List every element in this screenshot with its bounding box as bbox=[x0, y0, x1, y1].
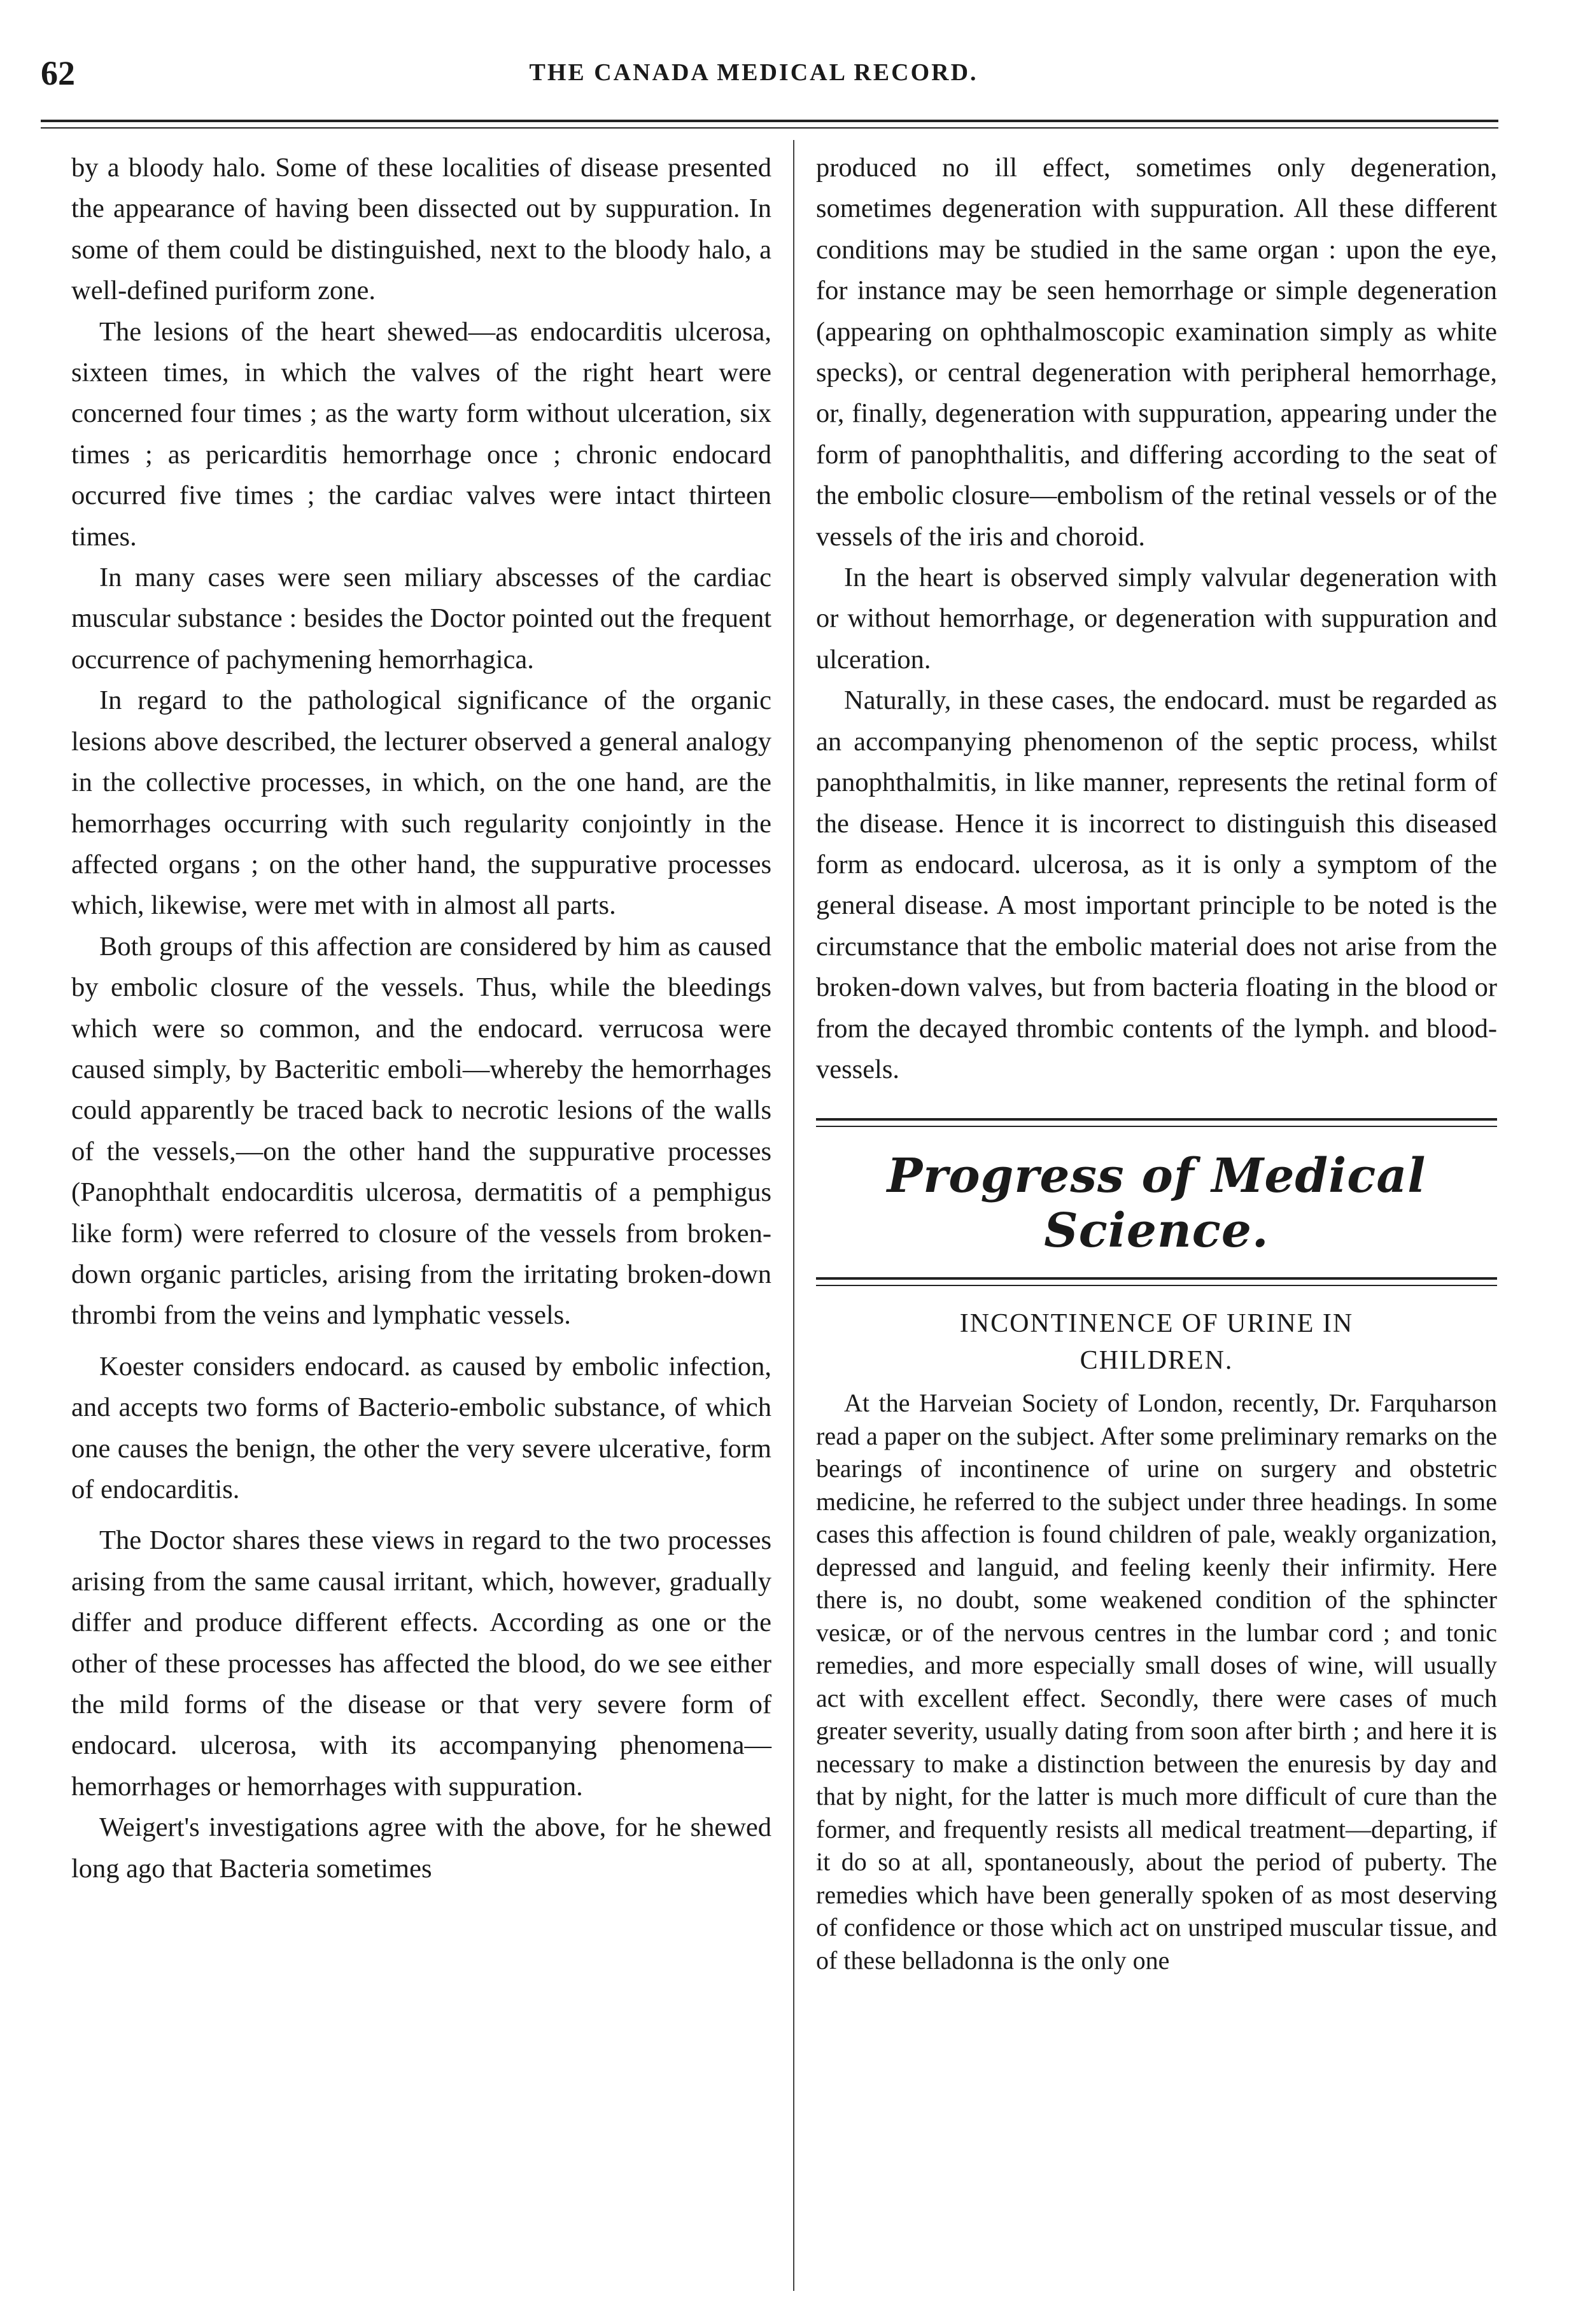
paragraph: In the heart is observed simply valvular degeneration with or without hemorrhage, or degeneration with suppuration and ulceration. bbox=[816, 563, 1497, 675]
column-divider bbox=[793, 140, 794, 2291]
paragraph: by a bloody halo. Some of these localities of disease presented the appearance of having been dissected out by suppuration. In some of them could be distinguished, next to the bloody halo, a well-defined puriform zone. bbox=[71, 153, 771, 306]
section-heading: Progress of Medical Science. bbox=[887, 1149, 1426, 1259]
paragraph: Weigert's investigations agree with the above, for he shewed long ago that Bacteria sometimes bbox=[71, 1812, 771, 1884]
paragraph: In many cases were seen miliary abscesses of the cardiac muscular substance : besides the Doctor pointed out the frequent occurrence of pachymening hemorrhagica. bbox=[71, 563, 771, 675]
left-column bbox=[71, 148, 771, 1889]
article-title-line2: CHILDREN. bbox=[1080, 1346, 1234, 1376]
paragraph: Naturally, in these cases, the endocard. must be regarded as an accompanying phenomenon of the septic process, whilst panophthalmitis, in like manner, represents the retinal form of the disease. Hence it is incorrect to distinguish this diseased form as endocard. ulcerosa, as it is only a symptom of the general disease. A most important principle to be noted is the circumstance that the embolic material does not arise from the broken-down valves, but from bacteria floating in the blood or from the decayed thrombic contents of the lymph. and blood-vessels. bbox=[816, 685, 1497, 1084]
section-rule-top bbox=[816, 1118, 1497, 1121]
article-paragraph: At the Harveian Society of London, recently, Dr. Farquharson read a paper on the subject. After some preliminary remarks on the bearings of incontinence of urine on surgery and obstetric medicine, he referred to the subject under three headings. In some cases this affection is found children of pale, weakly organization, depressed and languid, and feeling keenly their infirmity. Here there is, no doubt, some weakened condition of the sphincter vesicæ, or of the nervous centres in the lumbar cord ; and tonic remedies, and more especially small doses of wine, will usually act with excellent effect. Secondly, there were cases of much greater severity, usually dating from soon after birth ; and here it is necessary to make a distinction between the enuresis by day and that by night, for the latter is much more difficult of cure than the former, and frequently resists all medical treatment—departing, if it do so at all, spontaneously, about the period of puberty. The remedies which have been generally spoken of as most deserving of confidence or those which act on unstriped muscular tissue, and of these belladonna is the only one bbox=[816, 1389, 1497, 1975]
section-rule-bottom-thin bbox=[816, 1285, 1497, 1286]
paragraph: Both groups of this affection are considered by him as caused by embolic closure of the vessels. Thus, while the bleedings which were so common, and the endocard. verrucosa were caused simply, by Bacteritic emboli—whereby the hemorrhages could apparently be traced back to necrotic lesions of the walls of the vessels,—on the other hand the suppurative processes (Panophthalt endocarditis ulcerosa, dermatitis of a pemphigus like form) were referred to closure of the vessels from broken-down organic particles, arising from the irritating broken-down thrombi from the veins and lymphatic vessels. bbox=[71, 931, 771, 1331]
article-title-line1: INCONTINENCE OF URINE IN bbox=[959, 1309, 1354, 1339]
section-rule-bottom bbox=[816, 1277, 1497, 1280]
journal-title: THE CANADA MEDICAL RECORD. bbox=[529, 59, 978, 86]
page-number: 62 bbox=[41, 54, 75, 92]
header-rule-top bbox=[41, 120, 1498, 122]
article-title bbox=[816, 1305, 1497, 1379]
right-column bbox=[816, 148, 1497, 1977]
paragraph: The Doctor shares these views in regard to the two processes arising from the same causal irritant, which, however, gradually differ and produce different effects. According as one or the other of these processes has affected the blood, do we see either the mild forms of the disease or that very severe form of endocard. ulcerosa, with its accompanying phenomena—hemorrhages or hemorrhages with suppuration. bbox=[71, 1525, 771, 1802]
paragraph: In regard to the pathological significance of the organic lesions above described, the lecturer observed a general analogy in the collective processes, in which, on the one hand, are the hemorrhages occurring with such regularity conjointly in the affected organs ; on the other hand, the suppurative processes which, likewise, were met with in almost all parts. bbox=[71, 685, 771, 921]
page-header bbox=[41, 53, 1467, 98]
paragraph: The lesions of the heart shewed—as endocarditis ulcerosa, sixteen times, in which the valves of the right heart were concerned four times ; as the warty form without ulceration, six times ; as pericarditis hemorrhage once ; chronic endocard occurred five times ; the cardiac valves were intact thirteen times. bbox=[71, 316, 771, 552]
header-rule-bottom bbox=[41, 127, 1498, 129]
paragraph: produced no ill effect, sometimes only degeneration, sometimes degeneration with suppuration. All these different conditions may be studied in the same organ : upon the eye, for instance may be seen hemorrhage or simple degeneration (appearing on ophthalmoscopic examination simply as white specks), or central degeneration with peripheral hemorrhage, or, finally, degeneration with suppuration, appearing under the form of panophthalitis, and differing according to the seat of the embolic closure—embolism of the retinal vessels or of the vessels of the iris and choroid. bbox=[816, 153, 1497, 552]
section-rule-top-thin bbox=[816, 1126, 1497, 1127]
paragraph: Koester considers endocard. as caused by embolic infection, and accepts two forms of Bacterio-embolic substance, of which one causes the benign, the other the very severe ulcerative, form of endocarditis. bbox=[71, 1351, 771, 1504]
